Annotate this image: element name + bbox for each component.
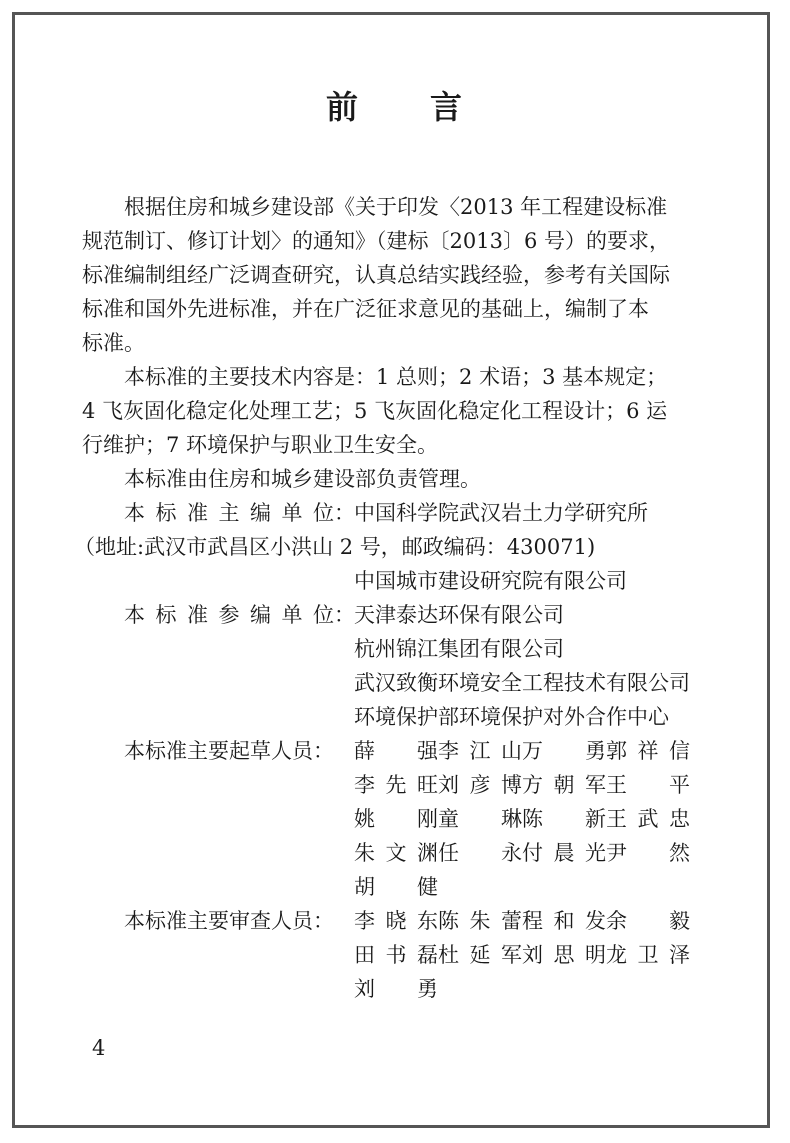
- drafters-row: [82, 836, 722, 870]
- label-colon: ：: [334, 603, 355, 627]
- person-name: 童琳: [438, 807, 522, 831]
- names-list: [354, 836, 722, 870]
- person-name: 王平: [606, 773, 690, 797]
- page-title: [0, 82, 790, 128]
- drafters-row: [82, 768, 722, 802]
- person-name: 薛强: [354, 739, 438, 763]
- reviewers-row: [82, 972, 722, 1006]
- label-char: 标: [155, 603, 177, 627]
- person-name: 付晨光: [522, 841, 606, 865]
- person-name: 尹然: [606, 841, 690, 865]
- chief-editor-label: [82, 496, 354, 530]
- person-name: 余毅: [606, 909, 690, 933]
- paragraph-line: 4 飞灰固化稳定化处理工艺；5 飞灰固化稳定化工程设计；6 运: [82, 399, 668, 423]
- names-list: [354, 972, 722, 1006]
- participant-row: [82, 700, 722, 734]
- preface-body: [74, 190, 722, 1006]
- reviewers-row: [82, 938, 722, 972]
- names-list: [354, 768, 722, 802]
- label-char: 位: [313, 603, 334, 627]
- drafters-label-text: 本标准主要起草人员：: [124, 739, 334, 763]
- person-name: 龙卫泽: [606, 943, 690, 967]
- names-list: [354, 802, 722, 836]
- paragraph-line: 标准编制组经广泛调查研究，认真总结实践经验，参考有关国际: [82, 263, 670, 287]
- label-char: 编: [250, 603, 271, 627]
- label-char: 本: [124, 603, 145, 627]
- person-name: 李先旺: [354, 773, 438, 797]
- label-char: 单: [281, 603, 303, 627]
- person-name: 姚刚: [354, 807, 438, 831]
- paragraph-line: 标准。: [82, 331, 145, 355]
- paragraph-line: 本标准由住房和城乡建设部负责管理。: [124, 467, 481, 491]
- chief-editor-second: 中国城市建设研究院有限公司: [354, 569, 627, 593]
- drafters-row: [82, 734, 722, 768]
- label-spacer: [82, 836, 354, 870]
- participant-unit: 杭州锦江集团有限公司: [354, 637, 564, 661]
- person-name: 刘思明: [522, 943, 606, 967]
- label-spacer: [82, 768, 354, 802]
- label-spacer: [82, 870, 354, 904]
- person-name: 万勇: [522, 739, 606, 763]
- reviewers-row: [82, 904, 722, 938]
- person-name: 郭祥信: [606, 739, 690, 763]
- label-spacer: [82, 938, 354, 972]
- chief-editor-second-row: [82, 564, 722, 598]
- drafters-label: [82, 734, 354, 768]
- person-name: 方朝军: [522, 773, 606, 797]
- label-char: 参: [218, 603, 240, 627]
- label-char: 位: [313, 501, 334, 525]
- person-name: 李晓东: [354, 909, 438, 933]
- person-name: 杜延军: [438, 943, 522, 967]
- label-colon: ：: [334, 501, 355, 525]
- title-char-2: 言: [430, 88, 465, 126]
- names-list: [354, 938, 722, 972]
- paragraph-line: 规范制订、修订计划〉的通知》（建标〔2013〕6 号）的要求，: [82, 229, 670, 253]
- drafters-row: [82, 870, 722, 904]
- person-name: 王武忠: [606, 807, 690, 831]
- participants-label: [82, 598, 354, 632]
- participant-unit: 天津泰达环保有限公司: [354, 603, 564, 627]
- participant-unit: 环境保护部环境保护对外合作中心: [354, 705, 669, 729]
- reviewers-block: [82, 904, 722, 1006]
- label-char: 本: [124, 501, 145, 525]
- person-name: 刘彦博: [438, 773, 522, 797]
- participant-row: [82, 598, 722, 632]
- reviewers-label-text: 本标准主要审查人员：: [124, 909, 334, 933]
- reviewers-label: [82, 904, 354, 938]
- label-char: 标: [155, 501, 177, 525]
- drafters-row: [82, 802, 722, 836]
- person-name: 李江山: [438, 739, 522, 763]
- label-char: 主: [218, 501, 240, 525]
- person-name: 任永: [438, 841, 522, 865]
- person-name: 胡健: [354, 875, 438, 899]
- title-char-1: 前: [325, 88, 360, 126]
- paragraph-line: 本标准的主要技术内容是：1 总则；2 术语；3 基本规定；: [124, 365, 668, 389]
- drafters-block: [82, 734, 722, 904]
- participant-row: [82, 632, 722, 666]
- label-char: 准: [187, 603, 208, 627]
- person-name: 朱文渊: [354, 841, 438, 865]
- names-list: [354, 904, 722, 938]
- chief-editor-first: 中国科学院武汉岩土力学研究所: [354, 501, 648, 525]
- label-char: 准: [187, 501, 208, 525]
- paragraph-line: 行维护；7 环境保护与职业卫生安全。: [82, 433, 439, 457]
- label-char: 单: [281, 501, 303, 525]
- chief-editor-row: [82, 496, 722, 530]
- names-list: [354, 734, 722, 768]
- person-name: 程和发: [522, 909, 606, 933]
- label-spacer: [82, 972, 354, 1006]
- paragraph-line: 根据住房和城乡建设部《关于印发〈2013 年工程建设标准: [124, 195, 668, 219]
- chief-editor-address: （地址:武汉市武昌区小洪山 2 号，邮政编码：430071): [74, 535, 596, 559]
- paragraph-line: 标准和国外先进标准，并在广泛征求意见的基础上，编制了本: [82, 297, 649, 321]
- participant-unit: 武汉致衡环境安全工程技术有限公司: [354, 671, 690, 695]
- person-name: 田书磊: [354, 943, 438, 967]
- person-name: 刘勇: [354, 977, 438, 1001]
- names-list: [354, 870, 722, 904]
- page-number: 4: [92, 1036, 106, 1060]
- label-char: 编: [250, 501, 271, 525]
- participant-row: [82, 666, 722, 700]
- label-spacer: [82, 802, 354, 836]
- person-name: 陈朱蕾: [438, 909, 522, 933]
- person-name: 陈新: [522, 807, 606, 831]
